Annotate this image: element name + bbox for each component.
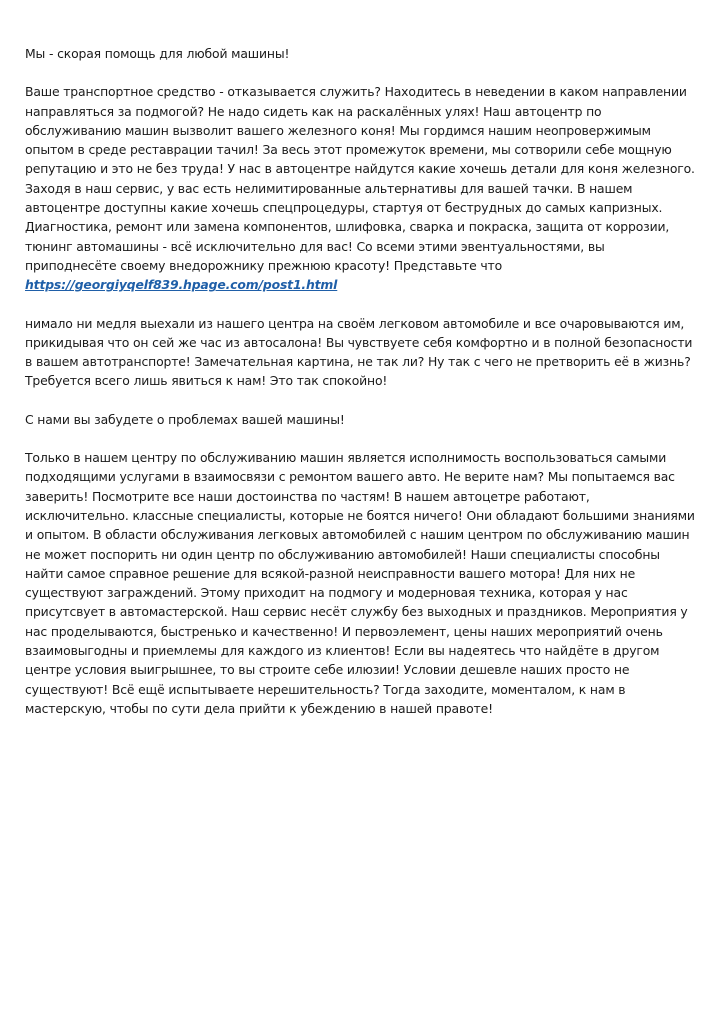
post-link[interactable]: https://georgiyqelf839.hpage.com/post1.html xyxy=(25,277,338,293)
document-body xyxy=(25,44,697,737)
paragraph-drive: нимало ни медля выехали из нашего центра на своём легковом автомобиле и все очаровываются им, прикидывая что он сей же час из автосалона! Вы чувствуете себя комфортно и в полной безопасности в вашем автотранспорте! Замечательная картина, не так ли? Ну так с чего не претворить её в жизнь? Требуется всего лишь явиться к нам! Это так спокойно! xyxy=(25,315,693,389)
paragraph-intro xyxy=(25,82,697,294)
paragraph-intro-text: Ваше транспортное средство - отказывается служить? Находитесь в неведении в каком направлении направляться за подмогой? Не надо сидеть как на раскалённых улях! Наш автоцентр по обслуживанию машин вызволит вашего железного коня! Мы гордимся нашим неопровержимым опытом в среде реставрации тачил! За весь этот промежуток времени, мы сотворили себе мощную репутацию и это не без труда! У нас в автоцентре найдутся какие хочешь детали для коня железного. Заходя в наш сервис, у вас есть нелимитированные альтернативы для вашей тачки. В нашем автоцентре доступны какие хочешь спецпроцедуры, стартуя от беструдных до самых капризных. Диагностика, ремонт или замена компонентов, шлифовка, сварка и покраска, защита от коррозии, тюнинг автомашины - всё исключительно для вас! Со всеми этими эвентуальностями, вы приподнесёте своему внедорожнику прежнюю красоту! Представьте что xyxy=(25,84,695,273)
paragraph-services: Только в нашем центру по обслуживанию машин является исполнимость воспользоваться самыми подходящими услугами в взаимосвязи с ремонтом вашего авто. Не верите нам? Мы попытаемся вас заверить! Посмотрите все наши достоинства по частям! В нашем автоцетре работают, исключительно. классные специалисты, которые не боятся ничего! Они обладают большими знаниями и опытом. В области обслуживания легковых автомобилей с нашим центром по обслуживанию машин не может поспорить ни один центр по обслуживанию автомобилей! Наши специалисты способны найти самое справное решение для всякой-разной неисправности вашего мотора! Для них не существуют заграждений. Этому приходит на подмогу и модерновая техника, которая у нас присутсвует в автомастерской. Наш сервис несёт службу без выходных и праздников. Мероприятия у нас проделываются, быстренько и качественно! И первоэлемент, цены наших мероприятий очень взаимовыгодны и приемлемы для каждого из клиентов! Если вы надеятесь что найдёте в другом центре условия выигрышнее, то вы строите себе илюзии! Условии дешевле наших просто не существуют! Всё ещё испытываете нерешительность? Тогда заходите, моменталом, к нам в мастерскую, чтобы по сути дела прийти к убеждению в нашей правоте! xyxy=(25,450,695,716)
heading-forget-problems: С нами вы забудете о проблемах вашей машины! xyxy=(25,411,345,427)
heading-intro: Мы - скорая помощь для любой машины! xyxy=(25,46,290,61)
